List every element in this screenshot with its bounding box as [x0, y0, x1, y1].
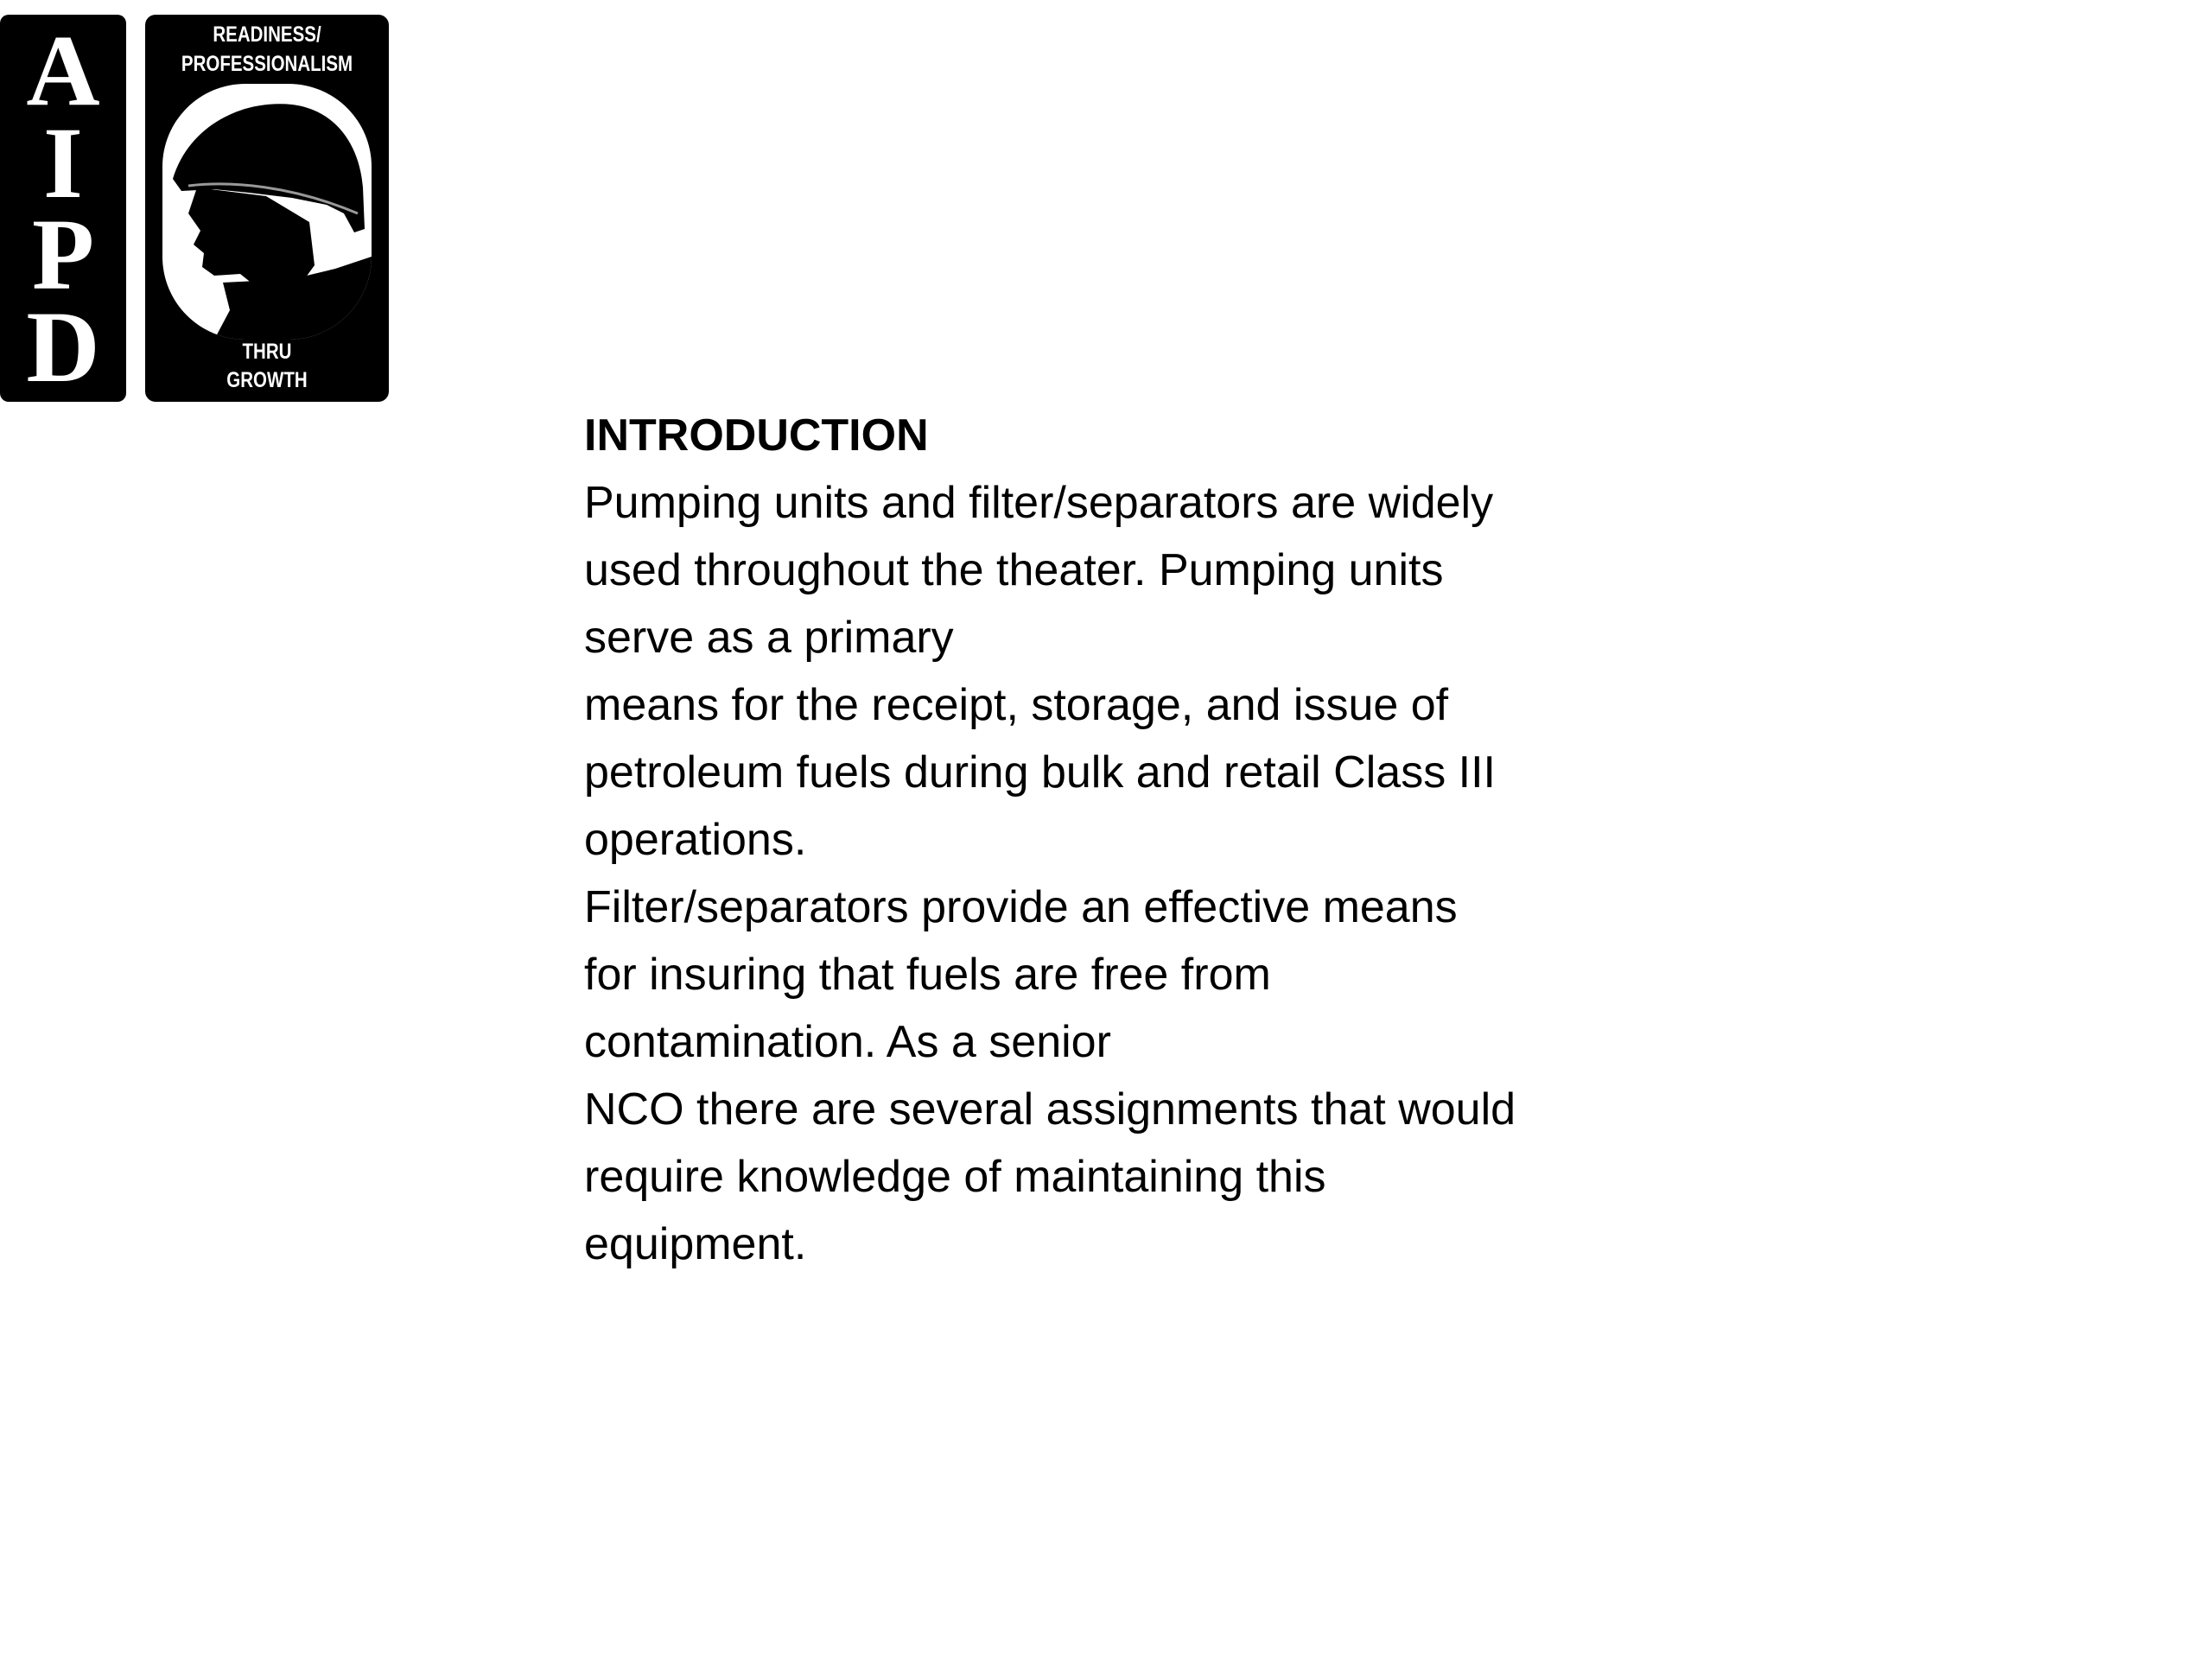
logo-emblem-panel	[145, 15, 389, 402]
logo-letter-p: P	[31, 198, 95, 312]
body-line: petroleum fuels during bulk and retail Class III	[584, 747, 1496, 798]
body-line: Filter/separators provide an effective means	[584, 882, 1458, 932]
body-line: require knowledge of maintaining this	[584, 1152, 1326, 1202]
soldier-helmet-silhouette-icon	[162, 84, 372, 340]
logo-letter-i: I	[43, 105, 83, 219]
logo-bottom-text: THRU GROWTH	[226, 340, 308, 392]
slide-text-body	[584, 402, 1707, 1278]
slide-heading: INTRODUCTION	[584, 410, 929, 461]
body-line: means for the receipt, storage, and issue of	[584, 680, 1449, 730]
body-line: for insuring that fuels are free from	[584, 950, 1271, 1000]
body-line: serve as a primary	[584, 613, 954, 663]
body-line: Pumping units and filter/separators are widely	[584, 478, 1494, 528]
logo-top-text: READINESS/ PROFESSIONALISM	[181, 22, 353, 76]
logo-letter-d: D	[26, 289, 100, 404]
body-line: used throughout the theater. Pumping units	[584, 545, 1444, 595]
body-line: NCO there are several assignments that would	[584, 1084, 1516, 1135]
logo-letters-column	[0, 15, 126, 402]
body-line: equipment.	[584, 1219, 807, 1269]
body-line: contamination. As a senior	[584, 1017, 1111, 1067]
logo-letter-a: A	[26, 14, 100, 128]
aipd-logo	[0, 15, 389, 402]
body-line: operations.	[584, 815, 807, 865]
